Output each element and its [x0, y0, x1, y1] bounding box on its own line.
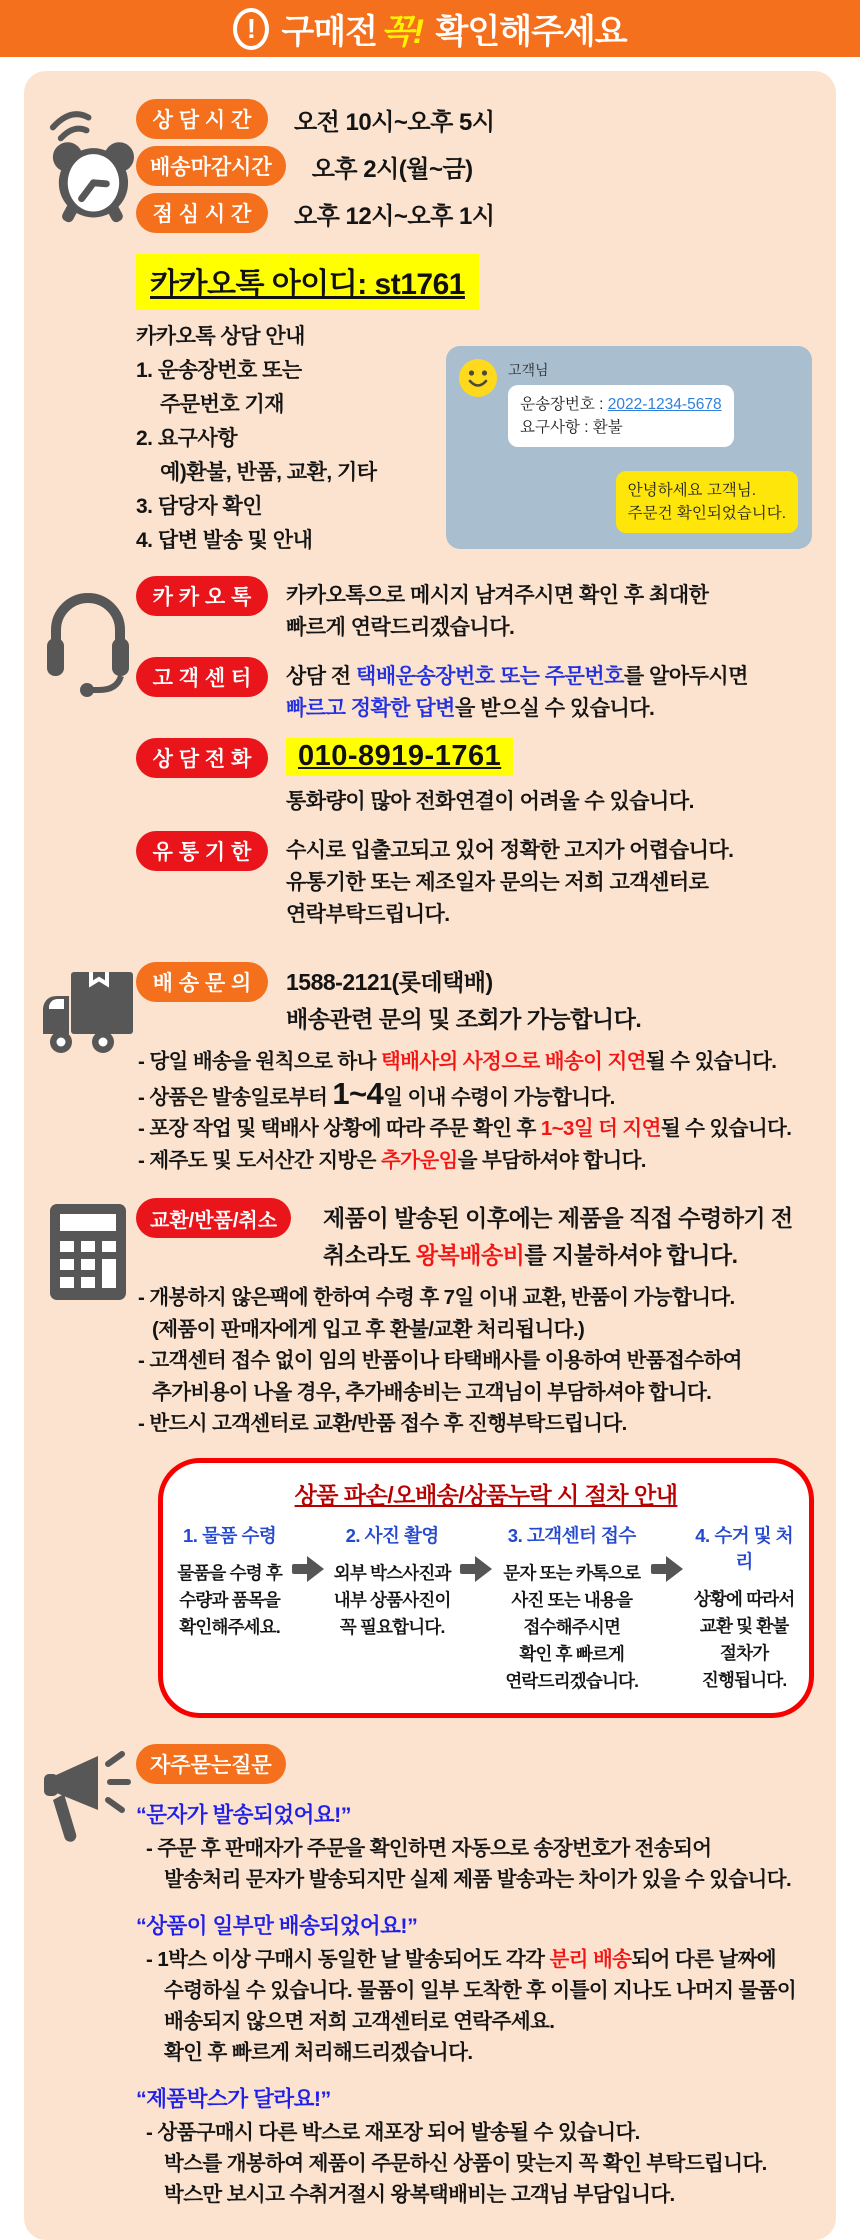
kakao-guide — [136, 320, 377, 558]
hour-row — [136, 146, 812, 186]
smiley-face-icon — [458, 358, 498, 398]
hours-label-pill: 상 담 시 간 — [136, 99, 268, 139]
bullet-line: - 당일 배송을 원칙으로 하나 택배사의 사정으로 배송이 지연될 수 있습니다. — [138, 1050, 777, 1073]
step-heading: 1. 물품 수령 — [183, 1524, 277, 1546]
step-heading: 2. 사진 촬영 — [345, 1524, 439, 1546]
step-line: 절차가 — [720, 1642, 769, 1663]
guide-line: 3. 담당자 확인 — [136, 495, 263, 518]
guide-line: 1. 운송장번호 또는 — [136, 359, 302, 382]
right-arrow-icon — [460, 1556, 492, 1582]
step-line: 수량과 품목을 — [179, 1589, 280, 1610]
delivery-truck-icon — [40, 962, 136, 1176]
faq-pill: 자주묻는질문 — [136, 1744, 286, 1784]
shipping-pill: 배 송 문 의 — [136, 962, 268, 1002]
phone-number-highlight: 010-8919-1761 — [286, 738, 513, 776]
step-line: 문자 또는 카톡으로 — [503, 1562, 641, 1583]
customer-center-pill: 고 객 센 터 — [136, 657, 268, 697]
chat-reply-line: 안녕하세요 고객님. — [627, 482, 757, 499]
procedure-box — [158, 1458, 814, 1718]
faq-answer-line: 발송처리 문자가 발송되지만 실제 제품 발송과는 차이가 있을 수 있습니다. — [164, 1867, 792, 1891]
procedure-step-3 — [500, 1522, 643, 1695]
calculator-icon — [40, 1198, 136, 1440]
step-line: 교환 및 환불 — [699, 1615, 789, 1636]
contact-center — [136, 657, 812, 725]
procedure-step-4 — [691, 1522, 797, 1695]
title-prefix: 구매전 — [281, 13, 377, 51]
header-banner — [0, 0, 860, 57]
chat-message-line: 요구사항 : 환불 — [520, 419, 623, 436]
step-line: 확인해주세요. — [179, 1616, 280, 1637]
section-shipping — [40, 962, 812, 1176]
chat-mockup — [446, 346, 812, 549]
contact-phone — [136, 738, 812, 818]
faq-answer-line: 수령하실 수 있습니다. 물품이 일부 도착한 후 이틀이 지나도 나머지 물품이 — [164, 1978, 797, 2002]
shipping-desc: 배송관련 문의 및 조회가 가능합니다. — [286, 1006, 642, 1032]
hours-value: 오후 12시~오후 1시 — [294, 202, 495, 230]
contact-line: 카카오톡으로 메시지 남겨주시면 확인 후 최대한 — [286, 584, 709, 607]
guide-line: 2. 요구사항 — [136, 427, 237, 450]
faq-answer-line: - 주문 후 판매자가 주문을 확인하면 자동으로 송장번호가 전송되어 — [146, 1836, 712, 1860]
faq-answer-line: - 1박스 이상 구매시 동일한 날 발송되어도 각각 분리 배송되어 다른 날짜에 — [146, 1947, 776, 1971]
contact-line: 빠르고 정확한 답변을 받으실 수 있습니다. — [286, 697, 655, 720]
bullet-line: - 제주도 및 도서산간 지방은 추가운임을 부담하셔야 합니다. — [138, 1148, 646, 1172]
section-returns — [40, 1198, 812, 1440]
faq-question: “상품이 일부만 배송되었어요!” — [136, 1913, 418, 1938]
faq-answer-line: 박스만 보시고 수취거절시 왕복택배비는 고객님 부담입니다. — [164, 2182, 675, 2206]
contact-line: 빠르게 연락드리겠습니다. — [286, 616, 515, 639]
guide-line: 예)환불, 반품, 교환, 기타 — [160, 461, 377, 484]
hours-label-pill: 점 심 시 간 — [136, 193, 268, 233]
guide-title: 카카오톡 상담 안내 — [136, 325, 305, 348]
step-line: 접수해주시면 — [523, 1616, 621, 1637]
contact-expiry — [136, 831, 812, 931]
section-hours — [40, 99, 812, 240]
shipping-phone: 1588-2121(롯데택배) — [286, 969, 493, 995]
returns-bullets — [136, 1282, 812, 1440]
step-heading: 4. 수거 및 처리 — [695, 1524, 794, 1572]
procedure-step-2 — [332, 1522, 452, 1695]
bullet-line: - 상품은 발송일로부터 1~4일 이내 수령이 가능합니다. — [138, 1075, 615, 1111]
exclamation-circle-icon: ! — [233, 8, 269, 50]
step-line: 꼭 필요합니다. — [339, 1616, 445, 1637]
bullet-line: (제품이 판매자에게 입고 후 환불/교환 처리됩니다.) — [152, 1317, 585, 1341]
kakao-id-highlight: 카카오톡 아이디: st1761 — [136, 254, 479, 310]
hour-row — [136, 99, 812, 139]
contact-line: 상담 전 택배운송장번호 또는 주문번호를 알아두시면 — [286, 665, 748, 688]
step-line: 상황에 따라서 — [693, 1588, 795, 1609]
guide-line: 4. 답변 발송 및 안내 — [136, 529, 313, 552]
step-line: 내부 상품사진이 — [333, 1589, 451, 1610]
bullet-line: - 고객센터 접수 없이 임의 반품이나 타택배사를 이용하여 반품접수하여 — [138, 1349, 742, 1372]
contact-kakao — [136, 576, 812, 644]
step-line: 확인 후 빠르게 — [519, 1643, 625, 1664]
megaphone-icon — [40, 1744, 136, 2210]
faq-answer-line: 확인 후 빠르게 처리해드리겠습니다. — [164, 2040, 473, 2064]
hours-value: 오후 2시(월~금) — [311, 155, 473, 183]
returns-head — [136, 1198, 812, 1274]
title-suffix: 확인해주세요 — [435, 13, 627, 51]
alarm-clock-icon — [40, 99, 136, 240]
step-line: 진행됩니다. — [701, 1669, 787, 1690]
bullet-line: - 반드시 고객센터로 교환/반품 접수 후 진행부탁드립니다. — [138, 1412, 627, 1435]
chat-reply-bubble — [616, 471, 798, 533]
contact-line: 연락부탁드립니다. — [286, 903, 450, 926]
hours-value: 오전 10시~오후 5시 — [294, 108, 495, 136]
chat-reply-line: 주문건 확인되었습니다. — [627, 505, 786, 522]
hour-row — [136, 193, 812, 233]
chat-message-line: 운송장번호 : 2022-1234-5678 — [520, 396, 722, 413]
page-title — [281, 4, 626, 53]
section-kakao — [136, 240, 812, 558]
procedure-title: 상품 파손/오배송/상품누락 시 절차 안내 — [294, 1481, 678, 1508]
step-line: 사진 또는 내용을 — [511, 1589, 633, 1610]
faq-answer-line: 박스를 개봉하여 제품이 주문하신 상품이 맞는지 꼭 확인 부탁드립니다. — [164, 2151, 767, 2175]
bullet-line: - 포장 작업 및 택배사 상황에 따라 주문 확인 후 1~3일 더 지연될 수 있습니다. — [138, 1117, 792, 1140]
chat-sender: 고객님 — [508, 362, 549, 378]
right-arrow-icon — [651, 1556, 683, 1582]
contact-line: 유통기한 또는 제조일자 문의는 저희 고객센터로 — [286, 871, 709, 894]
procedure-step-1 — [175, 1522, 284, 1695]
phone-pill: 상 담 전 화 — [136, 738, 268, 778]
returns-intro-line: 제품이 발송된 이후에는 제품을 직접 수령하기 전 — [323, 1205, 793, 1231]
faq-question: “제품박스가 달라요!” — [136, 2086, 331, 2111]
guide-line: 주문번호 기재 — [160, 393, 285, 416]
returns-pill: 교환/반품/취소 — [136, 1198, 291, 1238]
contact-line: 수시로 입출고되고 있어 정확한 고지가 어렵습니다. — [286, 839, 734, 862]
chat-message-bubble — [508, 385, 734, 447]
hours-list — [136, 99, 812, 240]
section-faq — [40, 1744, 812, 2210]
content-panel — [24, 71, 836, 2240]
shipping-bullets — [136, 1046, 812, 1176]
hours-label-pill: 배송마감시간 — [136, 146, 286, 186]
bullet-line: - 개봉하지 않은팩에 한하여 수령 후 7일 이내 교환, 반품이 가능합니다. — [138, 1286, 735, 1309]
shipping-head — [136, 962, 812, 1038]
faq-question: “문자가 발송되었어요!” — [136, 1802, 352, 1827]
section-contact — [40, 576, 812, 944]
kakao-pill: 카 카 오 톡 — [136, 576, 268, 616]
title-emphasis: 꼭! — [380, 13, 424, 51]
phone-note: 통화량이 많아 전화연결이 어려울 수 있습니다. — [286, 790, 694, 813]
headset-icon — [40, 576, 136, 944]
right-arrow-icon — [292, 1556, 324, 1582]
faq-answer-line: 배송되지 않으면 저희 고객센터로 연락주세요. — [164, 2009, 555, 2033]
expiry-pill: 유 통 기 한 — [136, 831, 268, 871]
step-line: 외부 박스사진과 — [333, 1562, 451, 1583]
faq-answer-line: - 상품구매시 다른 박스로 재포장 되어 발송될 수 있습니다. — [146, 2120, 640, 2144]
step-heading: 3. 고객센터 접수 — [507, 1524, 636, 1546]
step-line: 물품을 수령 후 — [177, 1562, 282, 1583]
bullet-line: 추가비용이 나올 경우, 추가배송비는 고객님이 부담하셔야 합니다. — [152, 1380, 712, 1404]
step-line: 연락드리겠습니다. — [505, 1670, 639, 1691]
returns-intro-line: 취소라도 왕복배송비를 지불하셔야 합니다. — [323, 1242, 738, 1268]
